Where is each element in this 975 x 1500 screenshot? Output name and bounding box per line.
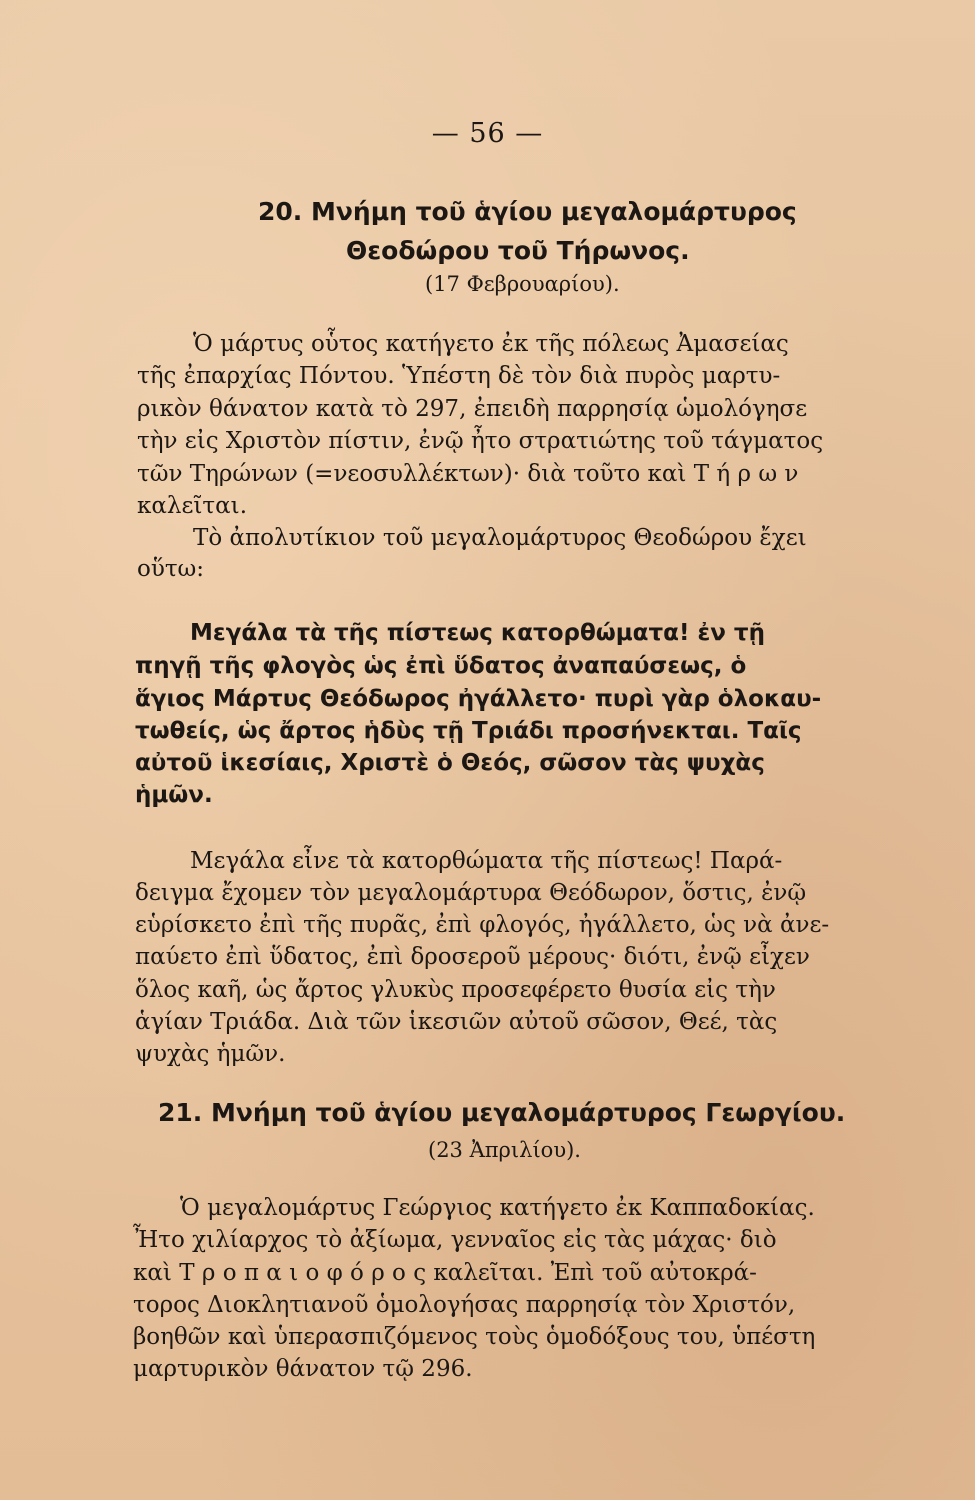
text-line: τῶν Τηρώνων (=νεοσυλλέκτων)· διὰ τοῦτο καὶ Τ ή ρ ω ν xyxy=(137,461,799,487)
apolytikion-intro-line-2: οὕτω: xyxy=(137,556,205,582)
text-line: τῆς ἐπαρχίας Πόντου. Ὑπέστη δὲ τὸν διὰ πυρὸς μαρτυ- xyxy=(137,363,781,389)
text-line: παύετο ἐπὶ ὕδατος, ἐπὶ δροσεροῦ μέρους· διότι, ἐνῷ εἶχεν xyxy=(135,944,810,970)
text-line: ψυχὰς ἡμῶν. xyxy=(135,1041,286,1067)
section-21-date: (23 Ἀπριλίου). xyxy=(428,1138,581,1162)
section-21-title: 21. Μνήμη τοῦ ἁγίου μεγαλομάρτυρος Γεωργίου. xyxy=(158,1098,846,1127)
text-line: Ὁ μάρτυς οὗτος κατήγετο ἐκ τῆς πόλεως Ἀμασείας xyxy=(193,331,789,357)
text-line: ἁγίαν Τριάδα. Διὰ τῶν ἱκεσιῶν αὐτοῦ σῶσον, Θεέ, τὰς xyxy=(135,1009,778,1035)
text-line: ρικὸν θάνατον κατὰ τὸ 297, ἐπειδὴ παρρησίᾳ ὡμολόγησε xyxy=(137,396,808,422)
hymn-line: ἡμῶν. xyxy=(135,782,213,808)
text-line: τορος Διοκλητιανοῦ ὁμολογήσας παρρησίᾳ τὸν Χριστόν, xyxy=(133,1292,796,1318)
apolytikion-intro-line-1: Τὸ ἀπολυτίκιον τοῦ μεγαλομάρτυρος Θεοδώρου ἔχει xyxy=(193,525,807,551)
text-line: Μεγάλα εἶνε τὰ κατορθώματα τῆς πίστεως! Παρά- xyxy=(190,848,783,874)
page-number: — 56 — xyxy=(431,118,544,149)
hymn-line: πηγῇ τῆς φλογὸς ὡς ἐπὶ ὕδατος ἀναπαύσεως, ὁ xyxy=(135,653,747,679)
text-line: ὅλος καῆ, ὡς ἄρτος γλυκὺς προσεφέρετο θυσία εἰς τὴν xyxy=(135,977,776,1003)
hymn-line: τωθείς, ὡς ἄρτος ἡδὺς τῇ Τριάδι προσήνεκται. Ταῖς xyxy=(135,718,802,744)
text-line: Ἦτο χιλίαρχος τὸ ἀξίωμα, γενναῖος εἰς τὰς μάχας· διὸ xyxy=(133,1227,777,1253)
text-line: βοηθῶν καὶ ὑπερασπιζόμενος τοὺς ὁμοδόξους του, ὑπέστη xyxy=(133,1324,816,1350)
text-line: δειγμα ἔχομεν τὸν μεγαλομάρτυρα Θεόδωρον, ὅστις, ἐνῷ xyxy=(135,880,807,906)
hymn-line: ἅγιος Μάρτυς Θεόδωρος ἠγάλλετο· πυρὶ γὰρ ὁλοκαυ- xyxy=(135,686,822,712)
text-line: Ὁ μεγαλομάρτυς Γεώργιος κατήγετο ἐκ Καππαδοκίας. xyxy=(180,1195,815,1221)
text-line: εὑρίσκετο ἐπὶ τῆς πυρᾶς, ἐπὶ φλογός, ἠγάλλετο, ὡς νὰ ἀνε- xyxy=(135,912,830,938)
text-line: μαρτυρικὸν θάνατον τῷ 296. xyxy=(133,1356,473,1382)
text-line: καλεῖται. xyxy=(137,493,248,519)
text-line: καὶ Τ ρ ο π α ι ο φ ό ρ ο ς καλεῖται. Ἐπὶ τοῦ αὐτοκρά- xyxy=(133,1260,757,1286)
section-20-date: (17 Φεβρουαρίου). xyxy=(425,272,620,296)
hymn-line: αὐτοῦ ἱκεσίαις, Χριστὲ ὁ Θεός, σῶσον τὰς ψυχὰς xyxy=(135,750,765,776)
section-20-title-line-2: Θεοδώρου τοῦ Τήρωνος. xyxy=(346,236,690,265)
hymn-line: Μεγάλα τὰ τῆς πίστεως κατορθώματα! ἐν τῇ xyxy=(190,620,765,646)
text-line: τὴν εἰς Χριστὸν πίστιν, ἐνῷ ἦτο στρατιώτης τοῦ τάγματος xyxy=(137,428,824,454)
section-20-title-line-1: 20. Μνήμη τοῦ ἁγίου μεγαλομάρτυρος xyxy=(258,197,797,226)
